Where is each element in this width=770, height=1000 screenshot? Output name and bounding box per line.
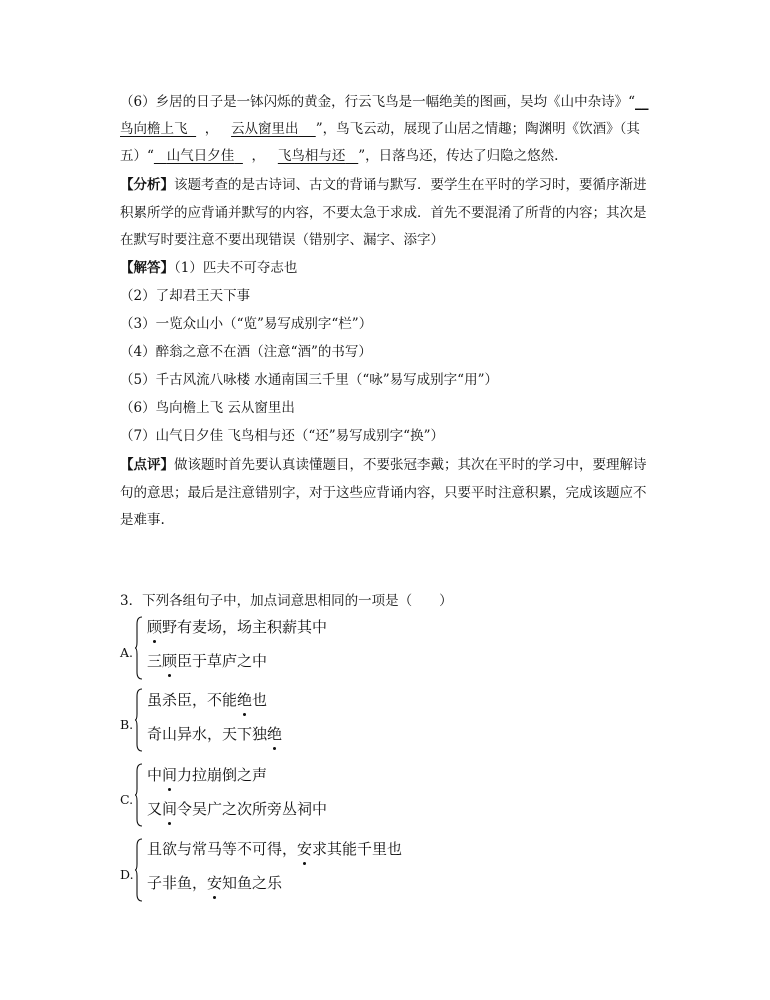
option-b-sentence-2: 奇山异水，天下独绝 (147, 725, 283, 743)
answer-item: （5）千古风流八咏楼 水通南国三千里（“咏”易写成别字“用”） (120, 372, 498, 388)
answer-item: （2）了却君王天下事 (120, 288, 251, 304)
comment-line1: 【点评】做该题时首先要认真读懂题目，不要张冠李戴；其次在平时的学习中，要理解诗 (120, 457, 647, 473)
brace-icon (135, 763, 143, 827)
option-d-label: D. (120, 867, 134, 882)
comment-line2: 句的意思；最后是注意错别字，对于这些应背诵内容，只要平时注意积累，完成该题应不 (120, 485, 647, 501)
dotted-word: 间 (162, 766, 178, 784)
option-d-sentence-1: 且欲与常马等不可得，安求其能千里也 (147, 840, 403, 858)
option-c-sentence-1: 中间力拉崩倒之声 (147, 766, 268, 784)
filled-answer: 飞鸟相与还 (277, 148, 346, 164)
option-a-sentence-2: 三顾臣于草庐之中 (147, 652, 268, 670)
item6-line2: 鸟向檐上飞 ， 云从窗里出 ”，鸟飞云动，展现了山居之情趣；陶渊明《饮酒》（其 (120, 121, 640, 137)
option-c-label: C. (120, 792, 134, 807)
dotted-word: 顾 (162, 652, 178, 670)
filled-answer: 山气日夕佳 (166, 148, 235, 164)
option-a-label: A. (120, 645, 134, 660)
analysis-line3: 在默写时要注意不要出现错误（错别字、漏字、添字） (120, 232, 444, 248)
brace-icon (135, 838, 143, 902)
option-b-label: B. (120, 717, 134, 732)
analysis-line2: 积累所学的应背诵并默写的内容，不要太急于求成．首先不要混淆了所背的内容；其次是 (120, 205, 647, 221)
dotted-word: 绝 (267, 725, 283, 743)
answer-line1: 【解答】（1）匹夫不可夺志也 (120, 260, 298, 276)
answer-tag: 【解答】 (120, 260, 174, 276)
analysis-line1: 【分析】该题考查的是古诗词、古文的背诵与默写．要学生在平时的学习时，要循序渐进 (120, 177, 647, 193)
dotted-word: 安 (297, 840, 313, 858)
option-c-sentence-2: 又间令吴广之次所旁丛祠中 (147, 800, 328, 818)
filled-answer: 鸟向檐上飞 (120, 121, 188, 137)
comment-tag: 【点评】 (120, 457, 174, 473)
analysis-tag: 【分析】 (120, 177, 174, 193)
answer-item: （7）山气日夕佳 飞鸟相与还（“还”易写成别字“换”） (120, 428, 444, 444)
blank: __ (635, 94, 649, 110)
question-3-stem: 3．下列各组句子中，加点词意思相同的一项是（ ） (120, 593, 453, 609)
dotted-word: 绝 (237, 691, 253, 709)
item6-line3: 五）“ 山气日夕佳 ， 飞鸟相与还 ”，日落鸟还，传达了归隐之悠然. (120, 148, 559, 164)
dotted-word: 间 (162, 800, 178, 818)
option-d-sentence-2: 子非鱼，安知鱼之乐 (147, 874, 283, 892)
brace-icon (135, 688, 143, 752)
dotted-word: 顾 (147, 618, 163, 636)
brace-icon (135, 616, 143, 680)
option-b-sentence-1: 虽杀臣，不能绝也 (147, 691, 268, 709)
item6-line1: （6）乡居的日子是一钵闪烁的黄金，行云飞鸟是一幅绝美的图画，吴均《山中杂诗》“__ (120, 94, 649, 110)
comment-line3: 是难事. (120, 512, 165, 528)
answer-item: （4）醉翁之意不在酒（注意“酒”的书写） (120, 344, 372, 360)
option-a-sentence-1: 顾野有麦场，场主积薪其中 (147, 618, 328, 636)
answer-item: （3）一览众山小（“览”易写成别字“栏”） (120, 316, 373, 332)
filled-answer: 云从窗里出 (231, 121, 299, 137)
answer-item: （6）鸟向檐上飞 云从窗里出 (120, 400, 295, 416)
dotted-word: 安 (207, 874, 223, 892)
